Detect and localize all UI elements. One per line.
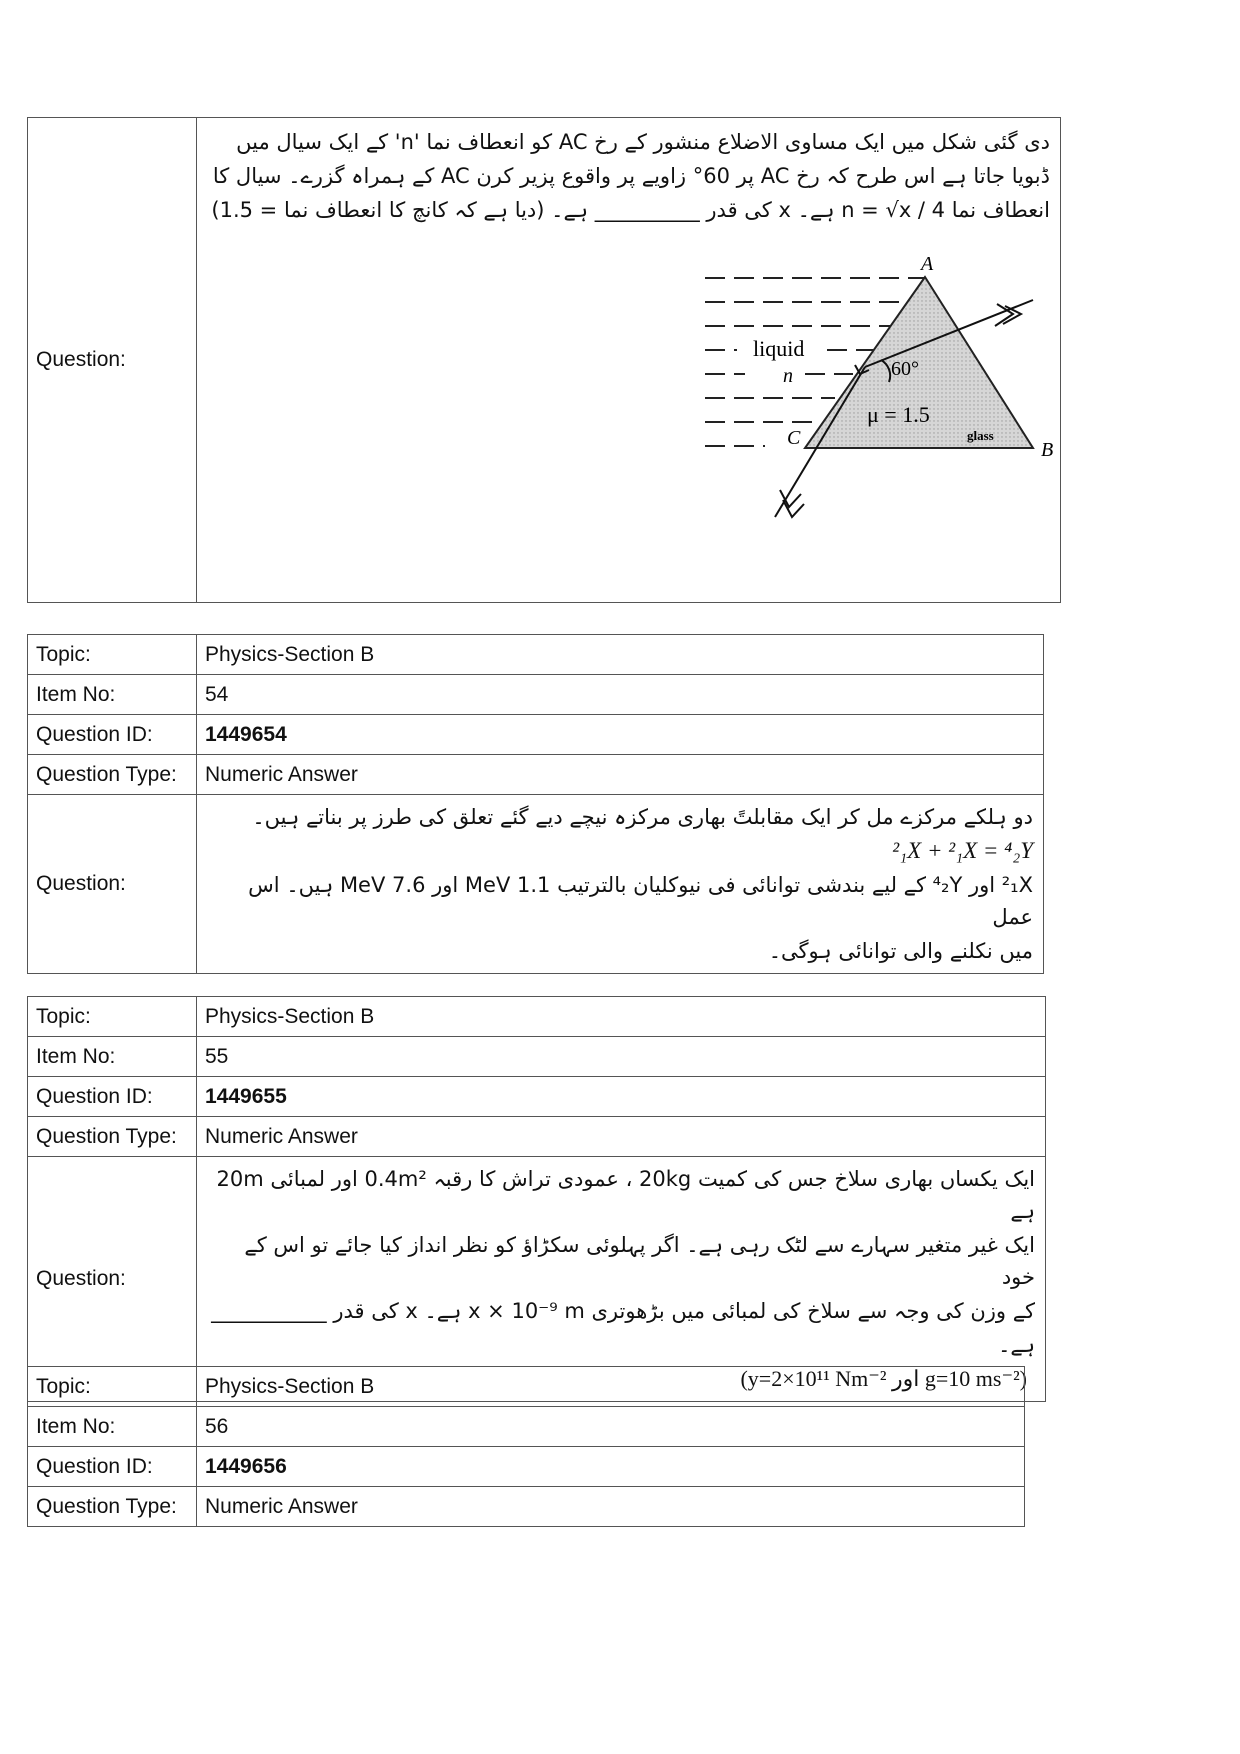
question-table-53 (27, 117, 1061, 603)
question-id-value: 1449656 (197, 1447, 1025, 1487)
topic-label: Topic: (28, 1367, 197, 1407)
question-text (205, 118, 1052, 232)
vertex-c-label: C (787, 427, 801, 449)
prism-figure (205, 232, 1215, 592)
question-text (205, 1157, 1037, 1401)
question-line: ایک یکساں بھاری سلاخ جس کی کمیت 20kg ، عمودی تراش کا رقبہ 0.4m² اور لمبائی 20m ہے (216, 1167, 1035, 1223)
question-label: Question: (28, 118, 197, 603)
question-line: ڈبویا جاتا ہے اس طرح کہ رخ AC پر 60° زاویے پر واقوع پزیر کرن AC کے ہمراہ گزرے۔ سیال کا (212, 164, 1050, 188)
topic-value: Physics-Section B (197, 635, 1044, 675)
question-table-54 (27, 634, 1044, 974)
question-line: دو ہلکے مرکزے مل کر ایک مقابلتً بھاری مرکزہ نیچے دیے گئے تعلق کی طرز پر بناتے ہیں۔ (252, 805, 1033, 829)
item-no-label: Item No: (28, 675, 197, 715)
given-values: (g=10 ms⁻² اور y=2×10¹¹ Nm⁻²) (740, 1366, 1027, 1391)
item-no-label: Item No: (28, 1037, 197, 1077)
topic-value: Physics-Section B (197, 997, 1046, 1037)
question-table-56 (27, 1366, 1025, 1527)
glass-label: glass (967, 428, 994, 443)
question-line: ایک غیر متغیر سہارے سے لٹک رہی ہے۔ اگر پہلوئی سکڑاؤ کو نظر انداز کیا جائے تو اس کے خود (244, 1233, 1035, 1289)
question-type-label: Question Type: (28, 1117, 197, 1157)
liquid-label: liquid (753, 336, 805, 361)
equation: ²₁X + ²₁X = ⁴₂Y (892, 838, 1033, 863)
question-id-value: 1449655 (197, 1077, 1046, 1117)
question-type-value: Numeric Answer (197, 1117, 1046, 1157)
angle-label: 60° (891, 358, 919, 380)
question-type-label: Question Type: (28, 1487, 197, 1527)
question-body (197, 118, 1061, 603)
question-id-value: 1449654 (197, 715, 1044, 755)
question-type-value: Numeric Answer (197, 1487, 1025, 1527)
question-line: کے وزن کی وجہ سے سلاخ کی لمبائی میں بڑھوتری x × 10⁻⁹ m ہے۔ x کی قدر ___________ (211, 1299, 1035, 1323)
question-type-label: Question Type: (28, 755, 197, 795)
question-label: Question: (28, 1157, 197, 1402)
question-line: میں نکلنے والی توانائی ہوگی۔ (768, 939, 1033, 963)
question-line: ²₁X اور ⁴₂Y کے لیے بندشی توانائی فی نیوکلیان بالترتیب 1.1 MeV اور 7.6 MeV ہیں۔ اس عمل (248, 873, 1033, 929)
question-text (205, 795, 1035, 973)
question-line: انعطاف نما n = √x / 4 ہے۔ x کی قدر __________ ہے۔ (دیا ہے کہ کانچ کا انعطاف نما = 1.5) (211, 198, 1050, 222)
question-id-label: Question ID: (28, 1447, 197, 1487)
question-line: ہے۔ (998, 1333, 1035, 1357)
question-body (197, 795, 1044, 974)
item-no-label: Item No: (28, 1407, 197, 1447)
question-body (197, 1157, 1046, 1402)
question-label: Question: (28, 795, 197, 974)
item-no-value: 56 (197, 1407, 1025, 1447)
question-id-label: Question ID: (28, 715, 197, 755)
question-table-55 (27, 996, 1046, 1402)
topic-label: Topic: (28, 635, 197, 675)
question-type-value: Numeric Answer (197, 755, 1044, 795)
question-line: دی گئی شکل میں ایک مساوی الاضلاع منشور کے رخ AC کو انعطاف نما 'n' کے ایک سیال میں (236, 130, 1050, 154)
question-id-label: Question ID: (28, 1077, 197, 1117)
topic-value: Physics-Section B (197, 1367, 1025, 1407)
glass-index-label: μ = 1.5 (867, 402, 930, 427)
vertex-b-label: B (1041, 439, 1054, 461)
vertex-a-label: A (921, 253, 934, 275)
item-no-value: 54 (197, 675, 1044, 715)
liquid-index-label: n (783, 365, 793, 387)
item-no-value: 55 (197, 1037, 1046, 1077)
topic-label: Topic: (28, 997, 197, 1037)
